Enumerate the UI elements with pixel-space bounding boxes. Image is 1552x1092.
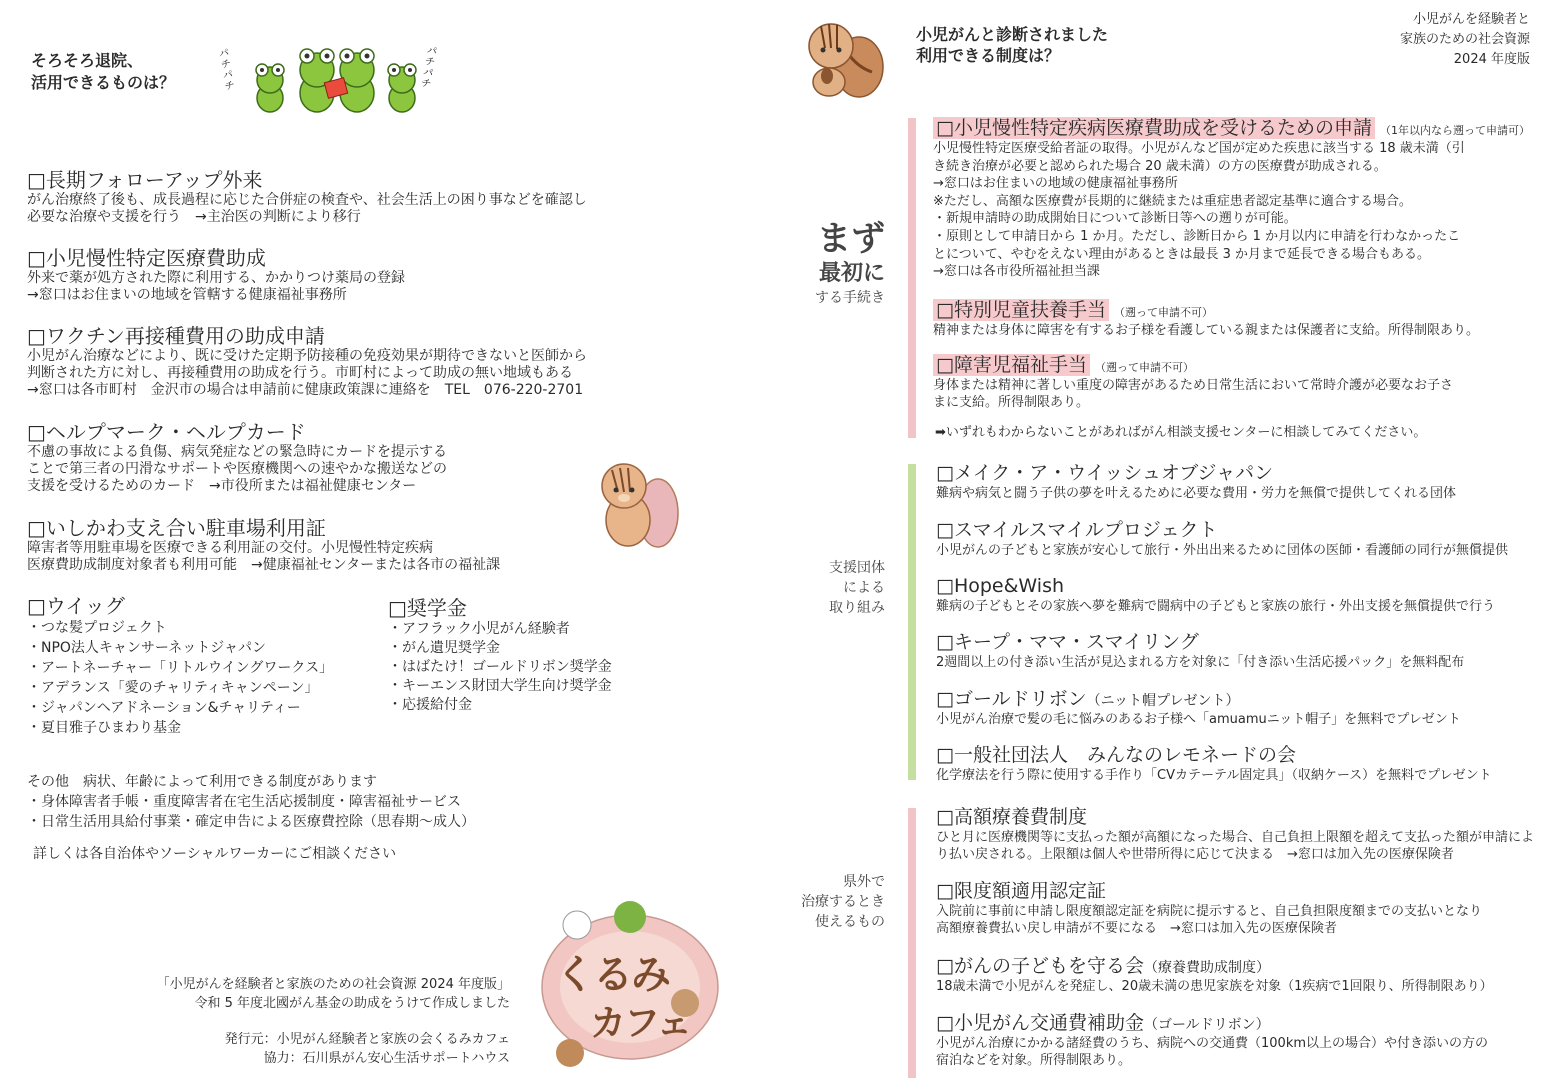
footer-credit	[140, 975, 510, 1013]
first-item-note: （1年以内なら遡って申請可）	[1380, 124, 1531, 137]
left-item-line: →窓口は各市町村 金沢市の場合は申請前に健康政策課に連絡を TEL 076-220-2701	[27, 382, 584, 398]
logo-text-cafe: カフェ	[590, 1003, 691, 1044]
outside-item-line: 宿泊などを対象。所得制限あり。	[936, 1053, 1132, 1068]
left-item-line: がん治療終了後も、成長過程に応じた合併症の検査や、社会生活上の困り事などを確認し	[27, 192, 587, 208]
scholarship-title: □奨学金	[388, 596, 467, 620]
left-item-title: □ヘルプマーク・ヘルプカード	[27, 420, 306, 444]
outside-item-line: 入院前に事前に申請し限度額認定証を病院に提示すると、自己負担限度額までの支払いとなり	[936, 904, 1483, 919]
others-line: その他 病状、年齢によって利用できる制度があります	[27, 774, 377, 790]
outside-item-line: 18歳未満で小児がんを発症し、20歳未満の患児家族を対象（1疾病で1回限り、所得制限あり）	[936, 979, 1493, 994]
left-item-title: □長期フォローアップ外来	[27, 168, 263, 192]
frogs-icon	[222, 38, 442, 116]
section-support-label-line: 取り組み	[829, 600, 885, 616]
first-item-line: 小児慢性特定医療受給者証の取得。小児がんなど国が定めた疾患に該当する 18 歳未満（引	[933, 141, 1465, 156]
first-item-title: □特別児童扶養手当	[933, 299, 1109, 321]
outside-item-line: り払い戻される。上限額は個人や世帯所得に応じて決まる →窓口は加入先の医療保険者	[936, 847, 1454, 862]
scholarship-section	[388, 596, 612, 715]
header-left-line: 活用できるものは？	[31, 73, 176, 92]
others-line: ・身体障害者手帳・重度障害者在宅生活応援制度・障害福祉サービス	[27, 794, 461, 810]
header-right	[1320, 10, 1530, 70]
scholarship-item: ・キーエンス財団大学生向け奨学金	[388, 678, 612, 694]
others-line: ・日常生活用具給付事業・確定申告による医療費控除（思春期〜成人）	[27, 814, 475, 830]
support-item	[936, 519, 1508, 559]
support-item-title: □メイク・ア・ウイッシュオブジャパン	[936, 462, 1274, 484]
outside-item	[936, 806, 1534, 863]
support-item	[936, 688, 1461, 728]
left-item-title: □ワクチン再接種費用の助成申請	[27, 324, 325, 348]
left-item-line: 不慮の事故による負傷、病気発症などの緊急時にカードを提示する	[27, 444, 447, 460]
support-item-title: □キープ・ママ・スマイリング	[936, 631, 1199, 653]
outside-item-title: □高額療養費制度	[936, 806, 1087, 828]
section-outside-label-line: 県外で	[843, 874, 885, 890]
outside-item-text	[936, 903, 1482, 937]
outside-item-title: □限度額適用認定証	[936, 880, 1106, 902]
header-center-line: 利用できる制度は？	[916, 46, 1061, 65]
footer-publisher-line: 発行元：小児がん経験者と家族の会くるみカフェ	[224, 1032, 510, 1047]
wig-item: ・アートネーチャー「リトルウイングワークス」	[27, 660, 334, 676]
frog-sfx-right: パチパチ	[420, 45, 438, 91]
wig-item: ・アデランス「愛のチャリティキャンペーン」	[27, 680, 319, 696]
header-center-line: 小児がんと診断されました	[916, 25, 1109, 44]
outside-item-title: □がんの子どもを守る会	[936, 955, 1144, 977]
first-item-line: き続き治療が必要と認められた場合 20 歳未満）の方の医療費が助成される。	[933, 158, 1387, 174]
section-outside-bar	[908, 808, 916, 1078]
first-item-note: （遡って申請不可）	[1114, 306, 1214, 319]
scholarship-item: ・アフラック小児がん経験者	[388, 621, 570, 637]
outside-item-title-sub: （療養費助成制度）	[1143, 960, 1270, 976]
scholarship-item: ・応援給付金	[388, 697, 472, 713]
wig-item: ・NPO法人キャンサーネットジャパン	[27, 640, 266, 656]
left-item-text	[27, 192, 587, 226]
support-item-title: □Hope&Wish	[936, 575, 1065, 597]
left-item	[27, 516, 500, 574]
footer-publisher	[140, 1030, 510, 1068]
support-item	[936, 462, 1456, 502]
support-item-title: □一般社団法人 みんなのレモネードの会	[936, 744, 1296, 766]
outside-item	[936, 880, 1482, 937]
first-item-line: ・新規申請時の助成開始日について診断日等への遡りが可能。	[933, 211, 1297, 227]
left-item-line: 障害者等用駐車場を医療できる利用証の交付。小児慢性特定疾病	[27, 540, 433, 556]
section-first-label	[790, 218, 885, 308]
first-item-line: →窓口はお住まいの地域の健康福祉事務所	[933, 176, 1178, 192]
support-item-title: □ゴールドリボン	[936, 688, 1087, 710]
squirrel-with-acorn-icon	[797, 12, 887, 102]
frog-sfx-left: パチパチ	[218, 47, 236, 93]
first-item-line: →窓口は各市役所福祉担当課	[933, 264, 1100, 280]
section-support-label-line: 支援団体	[829, 560, 885, 576]
support-item	[936, 744, 1492, 784]
outside-item-text	[936, 978, 1493, 995]
outside-item	[936, 955, 1493, 995]
scholarship-list	[388, 620, 612, 715]
section-outside-label	[770, 872, 885, 932]
wig-list	[27, 618, 333, 738]
left-item-line: →窓口はお住まいの地域を管轄する健康福祉事務所	[27, 287, 347, 303]
section-first-label-small: する手続き	[815, 290, 885, 306]
first-item-text	[933, 140, 1530, 281]
squirrel-header-illustration	[797, 12, 887, 102]
left-item-line: 支援を受けるためのカード →市役所または福祉健康センター	[27, 478, 417, 494]
first-advice: ➡いずれもわからないことがあればがん相談支援センターに相談してみてください。	[935, 425, 1427, 440]
first-item-line: とについて、やむをえない理由があるときは最長 3 か月まで延長できる場合もある。	[933, 246, 1431, 262]
first-item-text	[933, 377, 1453, 411]
left-item-line: 外来で薬が処方された際に利用する、かかりつけ薬局の登録	[27, 270, 405, 286]
support-item-line: 小児がんの子どもと家族が安心して旅行・外出出来るために団体の医師・看護師の同行が無償提供	[936, 543, 1509, 558]
first-item-text	[933, 322, 1479, 339]
section-support-label-line: による	[843, 580, 885, 596]
footer-cooperation-line: 協力：石川県がん安心生活サポートハウス	[263, 1051, 510, 1066]
scholarship-item: ・はばたけ！ゴールドリボン奨学金	[388, 659, 612, 675]
wig-item: ・夏目雅子ひまわり基金	[27, 720, 181, 736]
footer-line: 「小児がんを経験者と家族のための社会資源 2024 年度版」	[156, 977, 510, 992]
outside-item-title: □小児がん交通費補助金	[936, 1012, 1144, 1034]
wig-title: □ウイッグ	[27, 594, 125, 618]
header-right-line: 2024 年度版	[1453, 52, 1530, 67]
left-item	[27, 420, 447, 495]
left-item-line: 判断された方に対し、再接種費用の助成を行う。市町村によって助成の無い地域もある	[27, 365, 573, 381]
wig-item: ・つな髪プロジェクト	[27, 620, 167, 636]
first-item-title: □障害児福祉手当	[933, 354, 1090, 376]
header-right-line: 家族のための社会資源	[1399, 32, 1530, 47]
left-item-text	[27, 348, 587, 399]
first-item-line: まに支給。所得制限あり。	[933, 395, 1090, 410]
frogs-illustration	[222, 38, 442, 116]
section-outside-label-line: 使えるもの	[815, 914, 885, 930]
wig-section	[27, 594, 333, 738]
kurumi-cafe-logo	[535, 895, 725, 1075]
left-item-line: ことで第三者の円滑なサポートや医療機関への速やかな搬送などの	[27, 461, 447, 477]
left-item-text	[27, 540, 500, 574]
first-item-line: 身体または精神に著しい重度の障害があるため日常生活において常時介護が必要なお子さ	[933, 378, 1454, 393]
support-item-line: 小児がん治療で髪の毛に悩みのあるお子様へ「amuamuニット帽子」を無料でプレゼント	[936, 712, 1461, 727]
outside-item-line: 小児がん治療にかかる諸経費のうち、病院への交通費（100km以上の場合）や付き添いの方の	[936, 1036, 1489, 1051]
section-support-bar	[908, 464, 916, 780]
section-first-label-big2: 最初に	[818, 261, 885, 286]
outside-item-line: ひと月に医療機関等に支払った額が高額になった場合、自己負担上限額を超えて支払った額が申請によ	[936, 830, 1535, 845]
header-center	[916, 24, 1108, 66]
consult-note: 詳しくは各自治体やソーシャルワーカーにご相談ください	[33, 846, 397, 862]
section-outside-label-line: 治療するとき	[801, 894, 885, 910]
header-left-line: そろそろ退院、	[31, 51, 144, 70]
outside-item-line: 高額療養費払い戻し申請が不要になる →窓口は加入先の医療保険者	[936, 921, 1337, 936]
left-item	[27, 168, 587, 226]
support-item-line: 難病や病気と闘う子供の夢を叶えるために必要な費用・労力を無償で提供してくれる団体	[936, 486, 1457, 501]
wig-item: ・ジャパンヘアドネーション&チャリティー	[27, 700, 301, 716]
support-item-line: 2週間以上の付き添い生活が見込まれる方を対象に「付き添い生活応援パック」を無料配布	[936, 655, 1465, 670]
footer-line: 令和 5 年度北國がん基金の助成をうけて作成しました	[194, 996, 510, 1011]
support-item-line: 難病の子どもとその家族へ夢を難病で闘病中の子どもと家族の旅行・外出支援を無償提供で行う	[936, 599, 1496, 614]
support-item	[936, 631, 1464, 671]
first-item	[933, 354, 1453, 411]
scholarship-item: ・がん遺児奨学金	[388, 640, 500, 656]
left-item-line: 必要な治療や支援を行う →主治医の判断により移行	[27, 209, 361, 225]
first-item-line: ・原則として申請日から 1 か月。ただし、診断日から 1 か月以内に申請を行わなかったこ	[933, 228, 1461, 244]
header-left	[31, 50, 175, 94]
outside-item	[936, 1012, 1488, 1069]
support-item-line: 化学療法を行う際に使用する手作り「CVカテーテル固定具」（収納ケース）を無料でプレゼント	[936, 768, 1492, 783]
support-item-title: □スマイルスマイルプロジェクト	[936, 519, 1218, 541]
section-first-label-big1: まず	[817, 219, 885, 259]
left-item-title: □小児慢性特定医療費助成	[27, 246, 266, 270]
left-item-text	[27, 444, 447, 495]
header-right-line: 小児がんを経験者と	[1412, 12, 1530, 27]
first-item-line: ※ただし、高額な医療費が長期的に継続または重症患者認定基準に適合する場合。	[933, 193, 1412, 209]
section-support-label	[790, 558, 885, 618]
left-item-line: 医療費助成制度対象者も利用可能 →健康福祉センターまたは各市の福祉課	[27, 557, 501, 573]
support-item-title-sub: （ニット帽プレゼント）	[1086, 693, 1240, 709]
support-item	[936, 575, 1495, 615]
first-item-note: （遡って申請不可）	[1095, 361, 1195, 374]
left-item-title: □いしかわ支え合い駐車場利用証	[27, 516, 326, 540]
left-item-line: 小児がん治療などにより、既に受けた定期予防接種の免疫効果が期待できないと医師から	[27, 348, 587, 364]
section-first-bar	[908, 118, 916, 438]
left-item	[27, 246, 405, 304]
others-section	[27, 772, 475, 832]
first-item-line: 精神または身体に障害を有するお子様を看護している親または保護者に支給。所得制限あり。	[933, 323, 1480, 338]
left-item-text	[27, 270, 405, 304]
outside-item-text	[936, 829, 1534, 863]
first-item	[933, 299, 1479, 339]
first-item-title: □小児慢性特定疾病医療費助成を受けるための申請	[933, 117, 1375, 139]
outside-item-title-sub: （ゴールドリボン）	[1143, 1017, 1270, 1033]
squirrel-icon	[590, 458, 682, 554]
left-item	[27, 324, 587, 399]
first-item	[933, 117, 1530, 281]
logo-text-kurumi: くるみ	[555, 952, 669, 998]
outside-item-text	[936, 1035, 1488, 1069]
squirrel-illustration	[590, 458, 682, 554]
